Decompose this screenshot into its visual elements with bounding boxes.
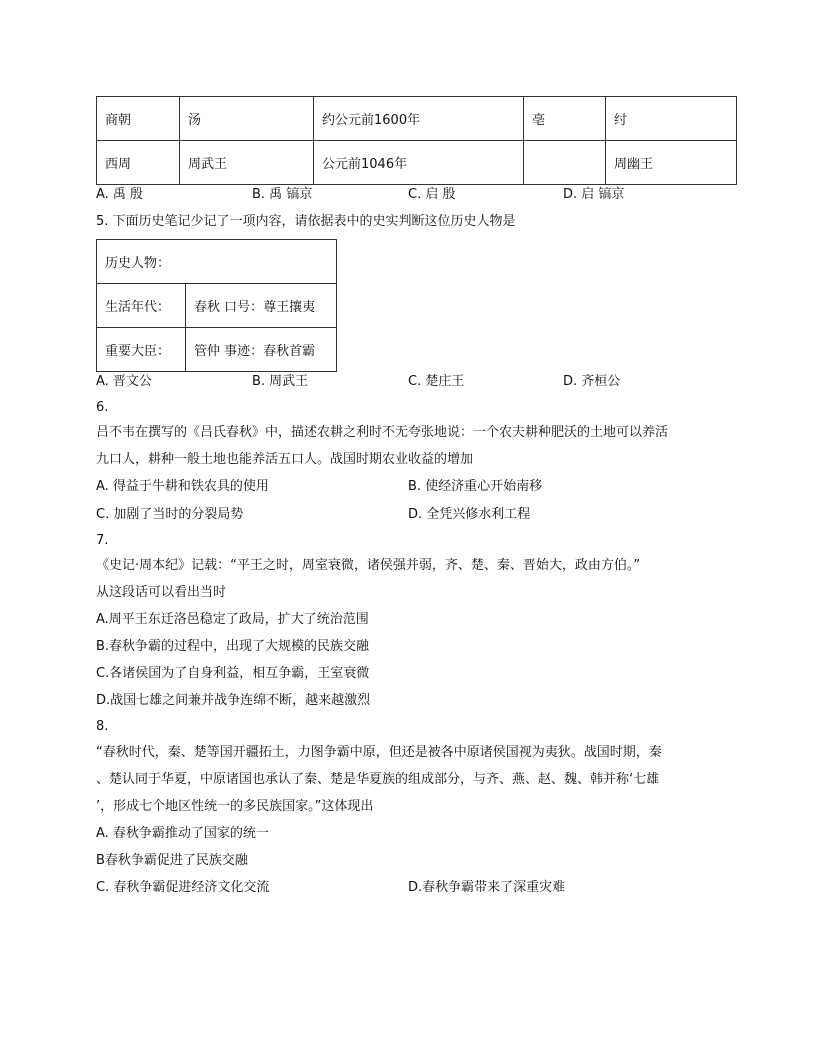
table-cell	[524, 141, 606, 185]
option-c: C. 春秋争霸促进经济文化交流	[96, 880, 270, 895]
option-c: C. 启 殷	[408, 187, 456, 202]
table-cell: 春秋 口号：尊王攘夷	[186, 284, 337, 328]
table-row	[97, 141, 737, 185]
option-d: D.春秋争霸带来了深重灾难	[408, 880, 566, 895]
option-b: B春秋争霸促进了民族交融	[96, 853, 248, 868]
dynasty-table	[96, 96, 737, 185]
table-cell: 西周	[97, 141, 180, 185]
figure-table	[96, 239, 337, 372]
table-cell: 历史人物：	[97, 240, 337, 284]
option-d: D. 启 镐京	[563, 187, 625, 202]
option-d: D. 齐桓公	[563, 374, 621, 389]
question-number: 6.	[96, 400, 109, 415]
option-a: A. 得益于牛耕和铁农具的使用	[96, 479, 269, 494]
table-cell: 管仲 事迹：春秋首霸	[186, 328, 337, 372]
option-d: D. 全凭兴修水利工程	[408, 507, 531, 522]
option-c: C.各诸侯国为了自身利益，相互争霸，王室衰微	[96, 666, 370, 681]
table-cell: 重要大臣：	[97, 328, 186, 372]
table-cell: 约公元前1600年	[314, 97, 524, 141]
table-cell: 生活年代：	[97, 284, 186, 328]
option-b: B. 使经济重心开始南移	[408, 479, 543, 494]
option-c: C. 加剧了当时的分裂局势	[96, 507, 244, 522]
option-a: A. 禹 殷	[96, 187, 144, 202]
question-stem: 5. 下面历史笔记少记了一项内容，请依据表中的史实判断这位历史人物是	[96, 214, 516, 229]
table-cell: 亳	[524, 97, 606, 141]
option-a: A. 春秋争霸推动了国家的统一	[96, 826, 269, 841]
question-number: 7.	[96, 533, 109, 548]
table-row	[97, 284, 337, 328]
table-row	[97, 328, 337, 372]
option-a: A.周平王东迁洛邑稳定了政局，扩大了统治范围	[96, 612, 369, 627]
table-row	[97, 240, 337, 284]
question-number: 8.	[96, 719, 109, 734]
option-c: C. 楚庄王	[408, 374, 465, 389]
table-row	[97, 97, 737, 141]
option-a: A. 晋文公	[96, 374, 152, 389]
option-b: B. 周武王	[252, 374, 309, 389]
table-cell: 汤	[180, 97, 314, 141]
table-cell: 周武王	[180, 141, 314, 185]
question-stem: 《史记·周本纪》记载：“平王之时，周室衰微，诸侯强并弱，齐、楚、秦、晋始大，政由方伯。”	[96, 558, 641, 573]
option-b: B. 禹 镐京	[252, 187, 313, 202]
table-cell: 公元前1046年	[314, 141, 524, 185]
option-b: B.春秋争霸的过程中，出现了大规模的民族交融	[96, 639, 370, 654]
question-stem: 吕不韦在撰写的《吕氏春秋》中，描述农耕之利时不无夸张地说：一个农夫耕种肥沃的土地可以养活	[96, 425, 669, 440]
question-stem: “春秋时代，秦、楚等国开疆拓土，力图争霸中原，但还是被各中原诸侯国视为夷狄。战国时期，秦	[96, 745, 662, 760]
table-cell: 周幽王	[606, 141, 737, 185]
question-stem: ’，形成七个地区性统一的多民族国家。”这体现出	[96, 799, 374, 814]
table-cell: 纣	[606, 97, 737, 141]
question-stem: 从这段话可以看出当时	[96, 585, 227, 600]
question-stem: 九口人，耕种一般土地也能养活五口人。战国时期农业收益的增加	[96, 452, 474, 467]
option-d: D.战国七雄之间兼并战争连绵不断，越来越激烈	[96, 693, 371, 708]
table-cell: 商朝	[97, 97, 180, 141]
question-stem: 、楚认同于华夏，中原诸国也承认了秦、楚是华夏族的组成部分，与齐、燕、赵、魏、韩并称‘七雄	[96, 772, 660, 787]
